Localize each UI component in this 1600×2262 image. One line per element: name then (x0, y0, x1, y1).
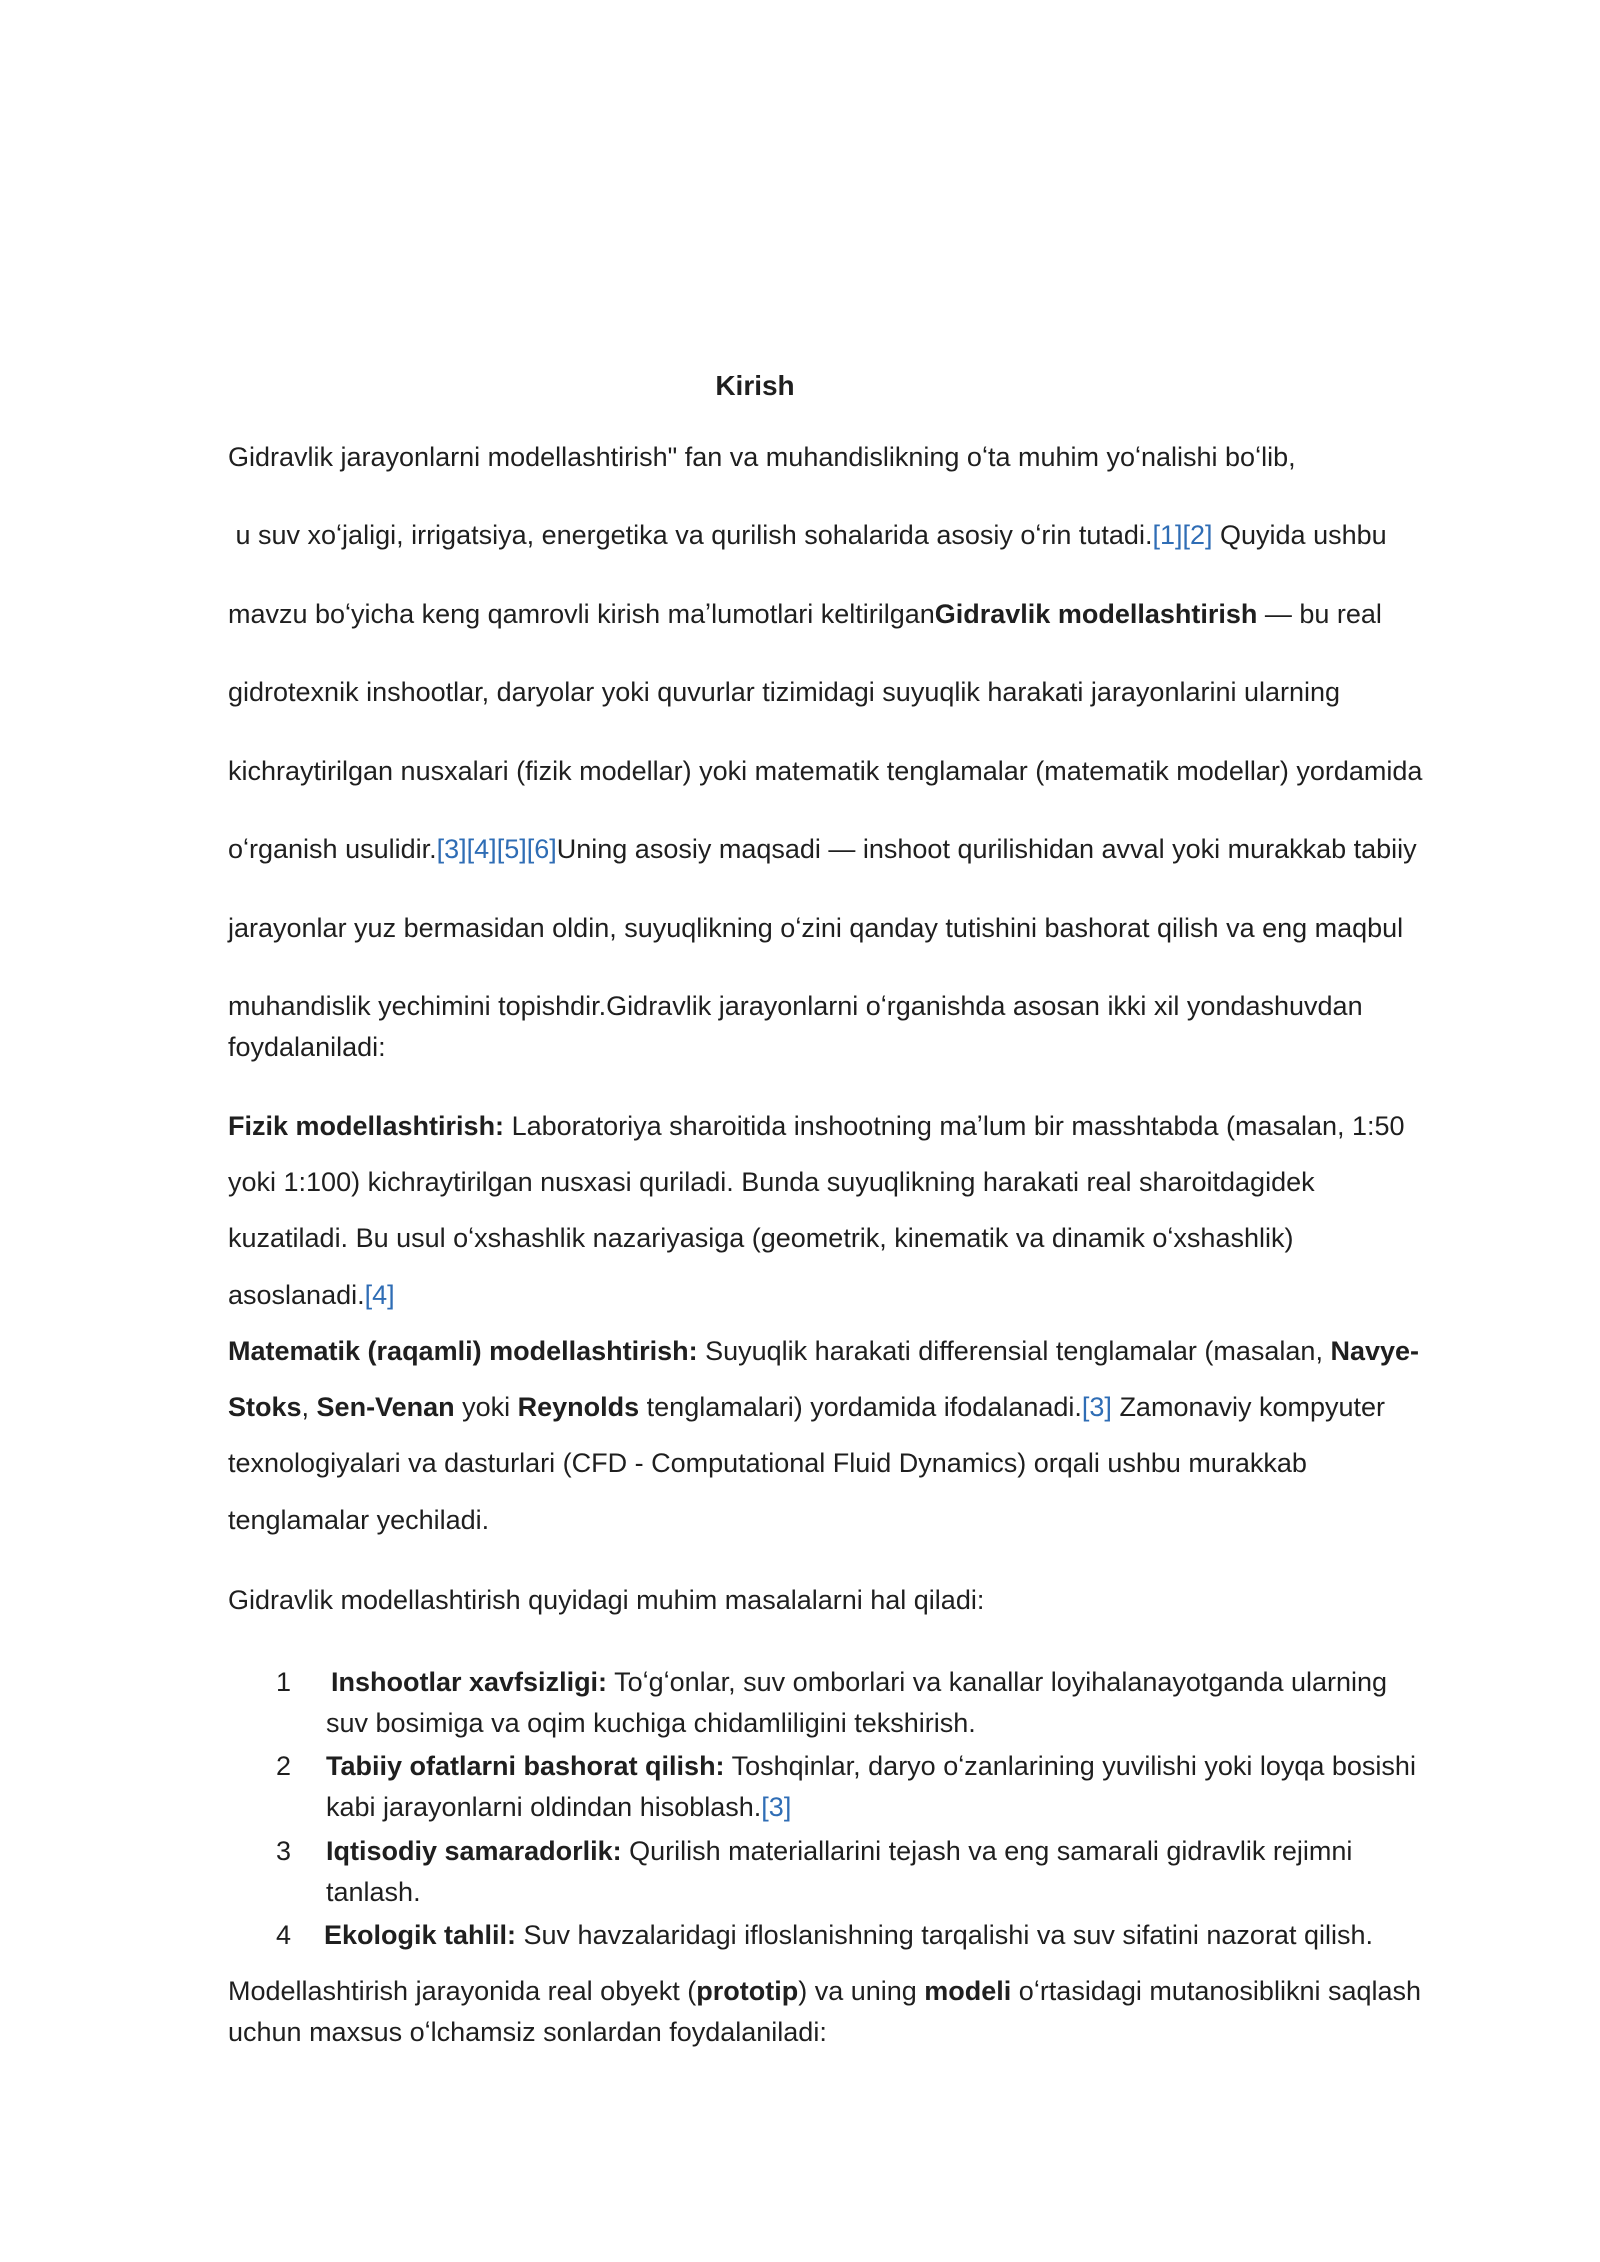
intro-line-4 (228, 672, 1340, 713)
bold-term: prototip (696, 1976, 799, 2006)
text: , (301, 1392, 317, 1422)
bold-term: Fizik modellashtirish: (228, 1111, 505, 1141)
bold-term: Stoks (228, 1392, 302, 1422)
text: Quyida ushbu (1212, 520, 1387, 550)
intro-line-9 (228, 1027, 386, 1068)
list-number: 2 (276, 1751, 292, 1781)
intro-line-6 (228, 829, 1417, 870)
text: yoki (454, 1392, 518, 1422)
bold-term: Sen-Venan (316, 1392, 455, 1422)
text: Laboratoriya sharoitida inshootning maʼlum bir masshtabda (masalan, 1:50 (504, 1111, 1405, 1141)
page-title: Kirish (715, 370, 795, 401)
intro-line-1 (228, 437, 1296, 478)
closing-line-2 (228, 2012, 827, 2053)
tasks-intro (228, 1580, 984, 1621)
citation-link[interactable]: [4] (364, 1280, 395, 1310)
citation-link[interactable]: [1] (1152, 520, 1183, 550)
citation-link[interactable]: [5] (496, 834, 527, 864)
text: Toʻgʻonlar, suv omborlari va kanallar loyihalanayotganda ularning (607, 1667, 1388, 1697)
text: tenglamalar yechiladi. (228, 1505, 490, 1535)
matematik-line-4 (228, 1500, 489, 1541)
text: gidrotexnik inshootlar, daryolar yoki quvurlar tizimidagi suyuqlik harakati jarayonlarini ularning (228, 677, 1341, 707)
bold-term: Navye- (1330, 1336, 1420, 1366)
text: suv bosimiga va oqim kuchiga chidamliligini tekshirish. (326, 1708, 976, 1738)
fizik-line-4 (228, 1275, 395, 1316)
citation-link[interactable]: [4] (466, 834, 497, 864)
text: jarayonlar yuz bermasidan oldin, suyuqlikning oʻzini qanday tutishini bashorat qilish va eng maqbul (228, 913, 1404, 943)
bold-term: Tabiiy ofatlarni bashorat qilish: (326, 1751, 725, 1781)
list-number: 1 (276, 1667, 292, 1697)
citation-link[interactable]: [3] (1081, 1392, 1112, 1422)
text: Toshqinlar, daryo oʻzanlarining yuvilishi yoki loyqa bosishi (724, 1751, 1416, 1781)
text: kichraytirilgan nusxalari (fizik modellar) yoki matematik tenglamalar (matematik modellar) yordamida (228, 756, 1423, 786)
bold-term: Inshootlar xavfsizligi: (331, 1667, 608, 1697)
bold-term: Iqtisodiy samaradorlik: (326, 1836, 622, 1866)
bold-term: Ekologik tahlil: (324, 1920, 517, 1950)
fizik-line-2 (228, 1162, 1315, 1203)
bold-term: modeli (924, 1976, 1012, 2006)
intro-line-2 (228, 515, 1387, 556)
text: — bu real (1257, 599, 1382, 629)
fizik-line-1 (228, 1106, 1405, 1147)
text: u suv xoʻjaligi, irrigatsiya, energetika va qurilish sohalarida asosiy oʻrin tutadi. (228, 520, 1153, 550)
text: tanlash. (326, 1877, 421, 1907)
text: kabi jarayonlarni oldindan hisoblash. (326, 1792, 762, 1822)
text: uchun maxsus oʻlchamsiz sonlardan foydalaniladi: (228, 2017, 827, 2047)
matematik-line-3 (228, 1443, 1307, 1484)
list-number: 4 (276, 1920, 292, 1950)
text: tenglamalari) yordamida ifodalanadi. (639, 1392, 1082, 1422)
matematik-line-1 (228, 1331, 1419, 1372)
intro-line-8 (228, 986, 1363, 1027)
citation-link[interactable]: [2] (1182, 520, 1213, 550)
intro-line-5 (228, 751, 1422, 792)
closing-line-1 (228, 1971, 1421, 2012)
text: texnologiyalari va dasturlari (CFD - Computational Fluid Dynamics) orqali ushbu murakkab (228, 1448, 1307, 1478)
text: Modellashtirish jarayonida real obyekt ( (228, 1976, 697, 2006)
text: kuzatiladi. Bu usul oʻxshashlik nazariyasiga (geometrik, kinematik va dinamik oʻxshashlik) (228, 1223, 1294, 1253)
intro-line-7 (228, 908, 1403, 949)
text: oʻrganish usulidir. (228, 834, 437, 864)
citation-link[interactable]: [3] (436, 834, 467, 864)
text: muhandislik yechimini topishdir.Gidravlik jarayonlarni oʻrganishda asosan ikki xil yondashuvdan (228, 991, 1363, 1021)
text: yoki 1:100) kichraytirilgan nusxasi quriladi. Bunda suyuqlikning harakati real sharoitdagidek (228, 1167, 1315, 1197)
intro-line-3 (228, 594, 1382, 635)
text: Gidravlik modellashtirish quyidagi muhim masalalarni hal qiladi: (228, 1585, 985, 1615)
text: Suyuqlik harakati differensial tenglamalar (masalan, (697, 1336, 1331, 1366)
bold-term: Reynolds (517, 1392, 640, 1422)
text: Suv havzalaridagi ifloslanishning tarqalishi va suv sifatini nazorat qilish. (516, 1920, 1373, 1950)
list-number: 3 (276, 1836, 292, 1866)
text: foydalaniladi: (228, 1032, 386, 1062)
text: mavzu boʻyicha keng qamrovli kirish maʼlumotlari keltirilgan (228, 599, 935, 629)
citation-link[interactable]: [3] (761, 1792, 792, 1822)
bold-term: Gidravlik modellashtirish (934, 599, 1258, 629)
text: ) va uning (798, 1976, 925, 2006)
text: asoslanadi. (228, 1280, 365, 1310)
text: Zamonaviy kompyuter (1111, 1392, 1386, 1422)
text: Uning asosiy maqsadi — inshoot qurilishidan avval yoki murakkab tabiiy (556, 834, 1417, 864)
bold-term: Matematik (raqamli) modellashtirish: (228, 1336, 698, 1366)
citation-link[interactable]: [6] (526, 834, 557, 864)
text: Gidravlik jarayonlarni modellashtirish" fan va muhandislikning oʻta muhim yoʻnalishi boʻlib, (228, 442, 1296, 472)
fizik-line-3 (228, 1218, 1293, 1259)
matematik-line-2 (228, 1387, 1385, 1428)
text: oʻrtasidagi mutanosiblikni saqlash (1011, 1976, 1422, 2006)
text: Qurilish materiallarini tejash va eng samarali gidravlik rejimni (621, 1836, 1353, 1866)
